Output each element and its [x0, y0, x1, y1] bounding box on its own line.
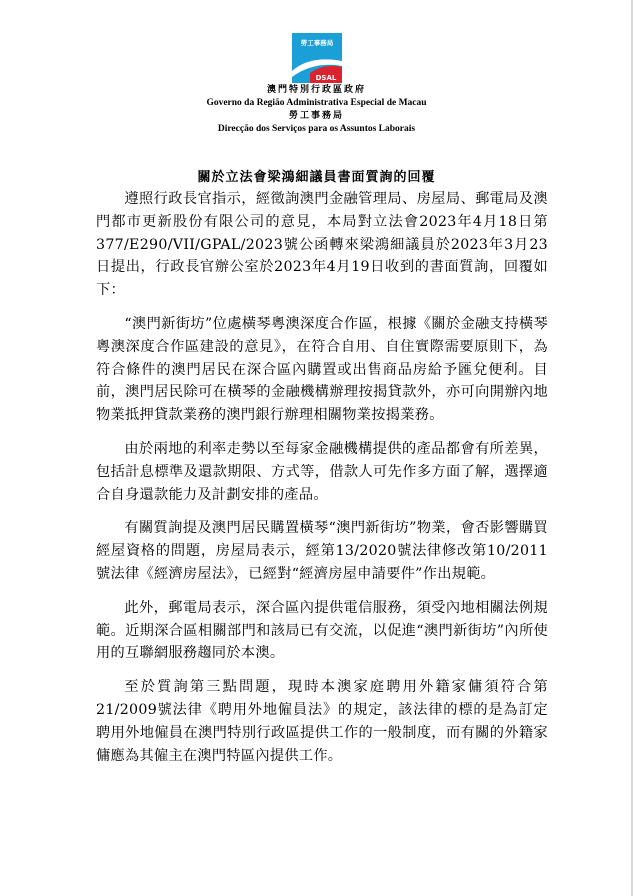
paragraph: 至於質詢第三點問題，現時本澳家庭聘用外籍家傭須符合第21/2009號法律《聘用外地僱員法》的規定，該法律的標的是為訂定聘用外地僱員在澳門特別行政區提供工作的一般制度，而有關的外籍家傭應為其僱主在澳門特區內提供工作。 — [96, 679, 548, 764]
dsal-logo-icon — [292, 33, 342, 83]
paragraph: 遵照行政長官指示，經徵詢澳門金融管理局、房屋局、郵電局及澳門都市更新股份有限公司的意見，本局對立法會2023年4月18日第377/E290/VII/GPAL/2023號公函轉來梁鴻細議員於2023年3月23日提出，行政長官辦公室於2023年4月19日收到的書面質詢，回覆如下： — [96, 191, 548, 299]
paragraph: 由於兩地的利率走勢以至每家金融機構提供的產品都會有所差異，包括計息標準及還款期限、方式等，借款人可先作多方面了解，選擇適合自身還款能力及計劃安排的產品。 — [96, 440, 548, 503]
government-name-pt: Governo da Região Administrativa Especial de Macau — [206, 98, 427, 108]
document-title: 關於立法會梁鴻細議員書面質詢的回覆 — [197, 170, 436, 185]
logo-text-top: 勞工事務局 — [300, 39, 334, 47]
paragraph: 有關質詢提及澳門居民購置橫琴“澳門新街坊”物業，會否影響購買經屋資格的問題，房屋局表示，經第13/2020號法律修改第10/2011號法律《經濟房屋法》，已經對“經濟房屋申請要件”作出規範。 — [96, 520, 548, 582]
government-name-zh: 澳門特別行政區政府 — [266, 85, 366, 95]
bureau-name-zh: 勞工事務局 — [288, 111, 344, 121]
logo-text-bottom: DSAL — [315, 74, 337, 82]
bureau-name-pt: Direcção dos Serviços para os Assuntos Laborais — [217, 124, 416, 134]
paragraph: 此外，郵電局表示，深合區內提供電信服務，須受內地相關法例規範。近期深合區相關部門和該局已有交流，以促進“澳門新街坊”內所使用的互聯網服務趨同於本澳。 — [96, 599, 548, 662]
letterhead — [0, 84, 633, 136]
paragraph: “澳門新街坊”位處橫琴粵澳深度合作區，根據《關於金融支持橫琴粵澳深度合作區建設的意見》，在符合自用、自住實際需要原則下，為符合條件的澳門居民在深合區內購置或出售商品房給予匯兌便利。目前，澳門居民除可在橫琴的金融機構辦理按揭貸款外，亦可向開辦內地物業抵押貸款業務的澳門銀行辦理相關物業按揭業務。 — [96, 315, 548, 424]
document-body — [96, 188, 548, 778]
